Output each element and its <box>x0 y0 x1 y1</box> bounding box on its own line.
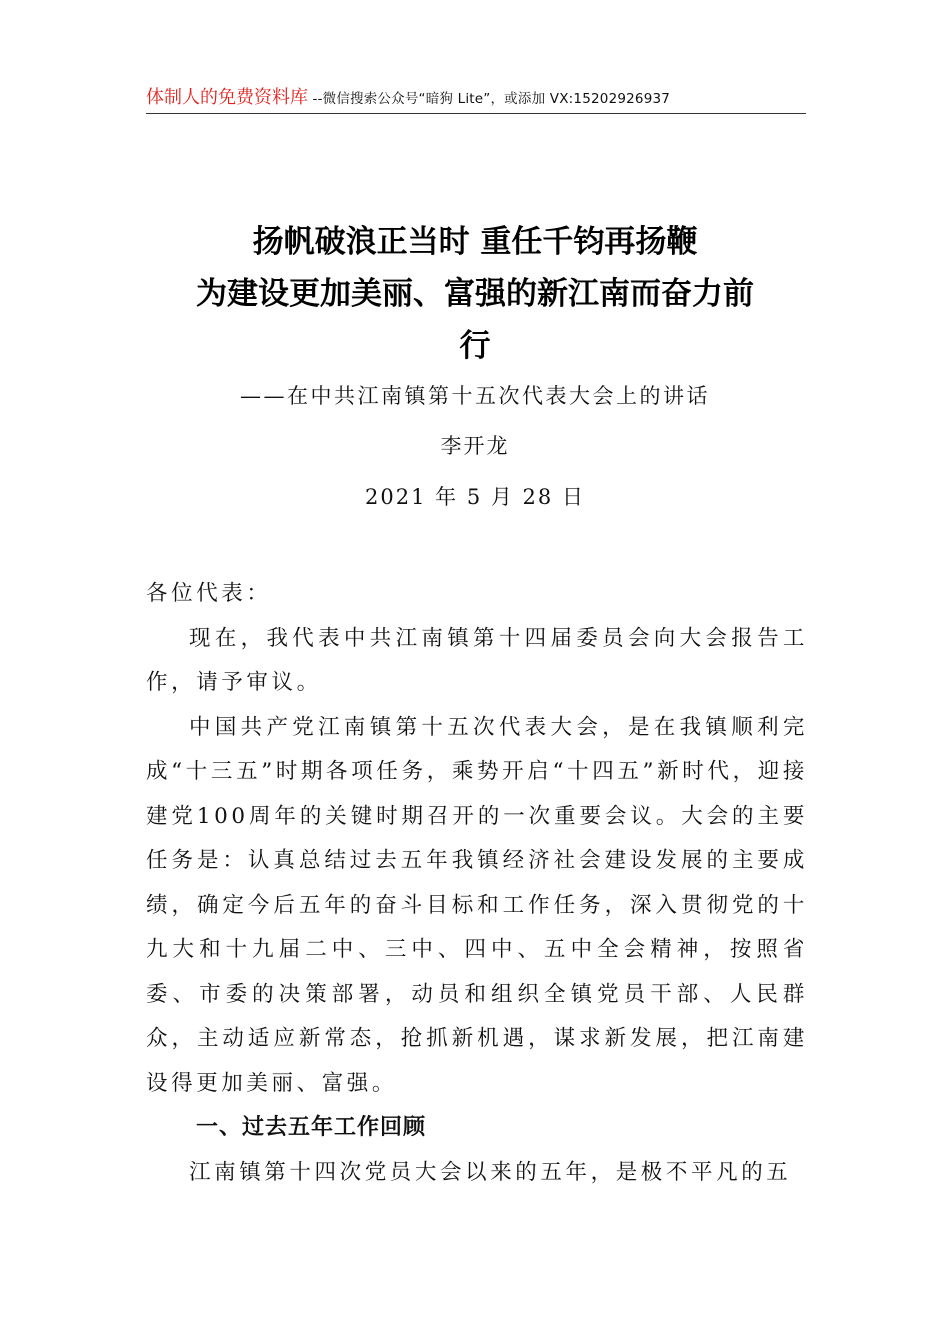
paragraph-1: 现在，我代表中共江南镇第十四届委员会向大会报告工作，请予审议。 <box>146 625 808 695</box>
document-body <box>146 572 808 1195</box>
section-heading-1: 一、过去五年工作回顾 <box>196 1115 427 1140</box>
header-brand: 体制人的免费资料库 <box>146 87 308 108</box>
page-header <box>146 83 806 114</box>
document-date: 2021 年 5 月 28 日 <box>365 485 585 509</box>
title-line-2: 为建设更加美丽、富强的新江南而奋力前 <box>196 276 754 312</box>
title-line-3: 行 <box>459 328 491 364</box>
paragraph-3: 江南镇第十四次党员大会以来的五年，是极不平凡的五 <box>189 1159 792 1185</box>
paragraph-2: 中国共产党江南镇第十五次代表大会，是在我镇顺利完成“十三五”时期各项任务，乘势开启“十四五”新时代，迎接建党100周年的关键时期召开的一次重要会议。大会的主要任务是：认真总结过去五年我镇经济社会建设发展的主要成绩，确定今后五年的奋斗目标和工作任务，深入贯彻党的十九大和十九届二中、三中、四中、五中全会精神，按照省委、市委的决策部署，动员和组织全镇党员干部、人民群众，主动适应新常态，抢抓新机遇，谋求新发展，把江南建设得更加美丽、富强。 <box>146 714 808 1096</box>
title-line-1: 扬帆破浪正当时 重任千钧再扬鞭 <box>252 224 698 260</box>
author-name: 李开龙 <box>440 434 510 458</box>
header-contact: --微信搜索公众号“暗狗 Lite”，或添加 VX:15202926937 <box>308 91 671 107</box>
salutation: 各位代表： <box>146 581 272 606</box>
document-subtitle: ——在中共江南镇第十五次代表大会上的讲话 <box>240 384 710 408</box>
document-title <box>120 216 830 372</box>
